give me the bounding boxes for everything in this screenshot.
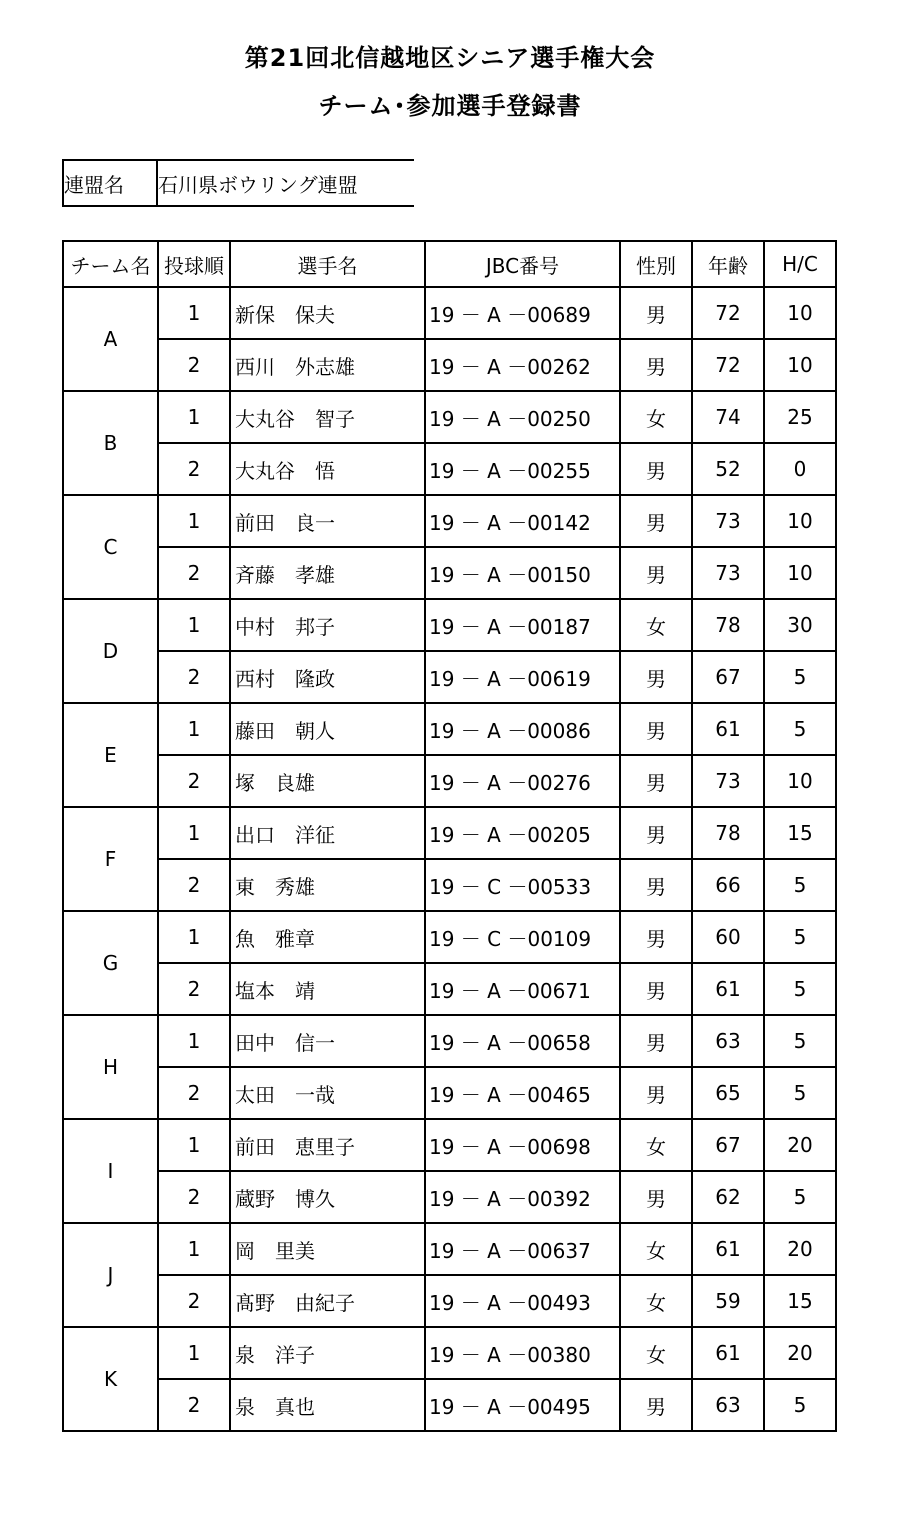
player-age: 72 (692, 339, 764, 391)
player-handicap: 20 (764, 1119, 836, 1171)
player-sex: 男 (620, 703, 692, 755)
document-title: 第21回北信越地区シニア選手権大会 (244, 44, 656, 72)
table-row (63, 1015, 836, 1067)
player-handicap: 10 (764, 287, 836, 339)
player-order: 1 (158, 1119, 230, 1171)
player-order: 1 (158, 599, 230, 651)
header-team: チーム名 (63, 241, 158, 287)
player-age: 67 (692, 1119, 764, 1171)
player-name: 藤田 朝人 (230, 703, 425, 755)
player-handicap: 5 (764, 703, 836, 755)
player-order: 2 (158, 963, 230, 1015)
federation-label: 連盟名 (63, 160, 157, 206)
player-handicap: 20 (764, 1327, 836, 1379)
player-name: 前田 良一 (230, 495, 425, 547)
player-sex: 男 (620, 755, 692, 807)
player-order: 2 (158, 859, 230, 911)
player-sex: 男 (620, 1015, 692, 1067)
table-row (63, 1119, 836, 1171)
player-name: 東 秀雄 (230, 859, 425, 911)
player-name: 泉 洋子 (230, 1327, 425, 1379)
player-sex: 女 (620, 599, 692, 651)
player-age: 73 (692, 495, 764, 547)
player-sex: 女 (620, 1223, 692, 1275)
player-age: 78 (692, 599, 764, 651)
player-handicap: 30 (764, 599, 836, 651)
player-order: 2 (158, 1275, 230, 1327)
player-name: 太田 一哉 (230, 1067, 425, 1119)
federation-row (63, 160, 414, 206)
player-handicap: 10 (764, 495, 836, 547)
player-sex: 男 (620, 287, 692, 339)
table-row (63, 599, 836, 651)
header-age: 年齢 (692, 241, 764, 287)
team-name: G (63, 911, 158, 1015)
player-sex: 男 (620, 339, 692, 391)
player-name: 髙野 由紀子 (230, 1275, 425, 1327)
player-jbc-number: 19 － A －00255 (425, 443, 620, 495)
federation-value: 石川県ボウリング連盟 (157, 160, 414, 206)
header-hc: H/C (764, 241, 836, 287)
player-jbc-number: 19 － A －00689 (425, 287, 620, 339)
player-order: 2 (158, 1171, 230, 1223)
player-handicap: 5 (764, 859, 836, 911)
player-sex: 女 (620, 391, 692, 443)
team-name: H (63, 1015, 158, 1119)
header-order: 投球順 (158, 241, 230, 287)
player-sex: 男 (620, 1067, 692, 1119)
player-name: 西川 外志雄 (230, 339, 425, 391)
player-jbc-number: 19 － A －00619 (425, 651, 620, 703)
player-sex: 女 (620, 1119, 692, 1171)
table-row (63, 443, 836, 495)
team-name: E (63, 703, 158, 807)
player-age: 61 (692, 963, 764, 1015)
player-jbc-number: 19 － A －00392 (425, 1171, 620, 1223)
player-sex: 女 (620, 1275, 692, 1327)
table-row (63, 495, 836, 547)
player-age: 61 (692, 703, 764, 755)
player-name: 大丸谷 智子 (230, 391, 425, 443)
header-name: 選手名 (230, 241, 425, 287)
table-row (63, 911, 836, 963)
player-name: 大丸谷 悟 (230, 443, 425, 495)
player-name: 西村 隆政 (230, 651, 425, 703)
player-handicap: 15 (764, 807, 836, 859)
team-name: C (63, 495, 158, 599)
player-age: 66 (692, 859, 764, 911)
player-jbc-number: 19 － A －00142 (425, 495, 620, 547)
player-order: 1 (158, 287, 230, 339)
player-jbc-number: 19 － A －00671 (425, 963, 620, 1015)
table-row (63, 651, 836, 703)
player-handicap: 10 (764, 755, 836, 807)
federation-table (62, 159, 414, 207)
player-jbc-number: 19 － A －00698 (425, 1119, 620, 1171)
player-name: 泉 真也 (230, 1379, 425, 1431)
player-age: 74 (692, 391, 764, 443)
player-age: 63 (692, 1015, 764, 1067)
player-order: 1 (158, 703, 230, 755)
player-name: 魚 雅章 (230, 911, 425, 963)
player-order: 1 (158, 1015, 230, 1067)
player-handicap: 5 (764, 651, 836, 703)
player-sex: 男 (620, 911, 692, 963)
player-age: 73 (692, 755, 764, 807)
player-name: 蔵野 博久 (230, 1171, 425, 1223)
team-name: D (63, 599, 158, 703)
table-row (63, 1171, 836, 1223)
player-name: 田中 信一 (230, 1015, 425, 1067)
player-name: 塚 良雄 (230, 755, 425, 807)
player-order: 2 (158, 339, 230, 391)
player-jbc-number: 19 － A －00250 (425, 391, 620, 443)
table-row (63, 1067, 836, 1119)
team-name: F (63, 807, 158, 911)
player-handicap: 5 (764, 1379, 836, 1431)
player-age: 73 (692, 547, 764, 599)
player-order: 2 (158, 651, 230, 703)
player-jbc-number: 19 － A －00658 (425, 1015, 620, 1067)
team-name: B (63, 391, 158, 495)
player-handicap: 10 (764, 339, 836, 391)
player-age: 59 (692, 1275, 764, 1327)
player-order: 1 (158, 911, 230, 963)
player-order: 1 (158, 1327, 230, 1379)
header-sex: 性別 (620, 241, 692, 287)
player-sex: 女 (620, 1327, 692, 1379)
table-row (63, 755, 836, 807)
player-age: 72 (692, 287, 764, 339)
table-row (63, 703, 836, 755)
player-sex: 男 (620, 547, 692, 599)
player-age: 63 (692, 1379, 764, 1431)
player-jbc-number: 19 － A －00086 (425, 703, 620, 755)
player-sex: 男 (620, 859, 692, 911)
player-age: 52 (692, 443, 764, 495)
player-order: 1 (158, 391, 230, 443)
player-handicap: 10 (764, 547, 836, 599)
player-jbc-number: 19 － A －00262 (425, 339, 620, 391)
header-jbc: JBC番号 (425, 241, 620, 287)
player-age: 78 (692, 807, 764, 859)
player-jbc-number: 19 － A －00276 (425, 755, 620, 807)
table-row (63, 339, 836, 391)
player-jbc-number: 19 － A －00150 (425, 547, 620, 599)
player-sex: 男 (620, 963, 692, 1015)
table-row (63, 1327, 836, 1379)
player-name: 中村 邦子 (230, 599, 425, 651)
player-jbc-number: 19 － A －00187 (425, 599, 620, 651)
player-age: 61 (692, 1327, 764, 1379)
player-order: 1 (158, 495, 230, 547)
player-handicap: 5 (764, 963, 836, 1015)
player-sex: 男 (620, 495, 692, 547)
player-jbc-number: 19 － C －00533 (425, 859, 620, 911)
player-handicap: 5 (764, 1015, 836, 1067)
player-order: 2 (158, 443, 230, 495)
player-order: 2 (158, 1067, 230, 1119)
player-jbc-number: 19 － C －00109 (425, 911, 620, 963)
player-name: 塩本 靖 (230, 963, 425, 1015)
table-row (63, 1275, 836, 1327)
player-sex: 男 (620, 1171, 692, 1223)
player-jbc-number: 19 － A －00465 (425, 1067, 620, 1119)
player-name: 新保 保夫 (230, 287, 425, 339)
document-subtitle: チーム･参加選手登録書 (318, 92, 582, 120)
table-row (63, 807, 836, 859)
player-handicap: 5 (764, 1171, 836, 1223)
player-jbc-number: 19 － A －00380 (425, 1327, 620, 1379)
player-name: 斉藤 孝雄 (230, 547, 425, 599)
table-row (63, 859, 836, 911)
team-name: J (63, 1223, 158, 1327)
player-order: 2 (158, 547, 230, 599)
registration-body (63, 287, 836, 1431)
table-row (63, 1223, 836, 1275)
table-row (63, 287, 836, 339)
player-order: 2 (158, 1379, 230, 1431)
player-jbc-number: 19 － A －00637 (425, 1223, 620, 1275)
player-handicap: 5 (764, 911, 836, 963)
player-handicap: 5 (764, 1067, 836, 1119)
table-row (63, 391, 836, 443)
player-handicap: 20 (764, 1223, 836, 1275)
player-order: 1 (158, 807, 230, 859)
team-name: A (63, 287, 158, 391)
player-handicap: 0 (764, 443, 836, 495)
player-order: 2 (158, 755, 230, 807)
player-order: 1 (158, 1223, 230, 1275)
header-row (63, 241, 836, 287)
player-age: 60 (692, 911, 764, 963)
player-sex: 男 (620, 807, 692, 859)
table-row (63, 963, 836, 1015)
player-jbc-number: 19 － A －00205 (425, 807, 620, 859)
player-name: 前田 恵里子 (230, 1119, 425, 1171)
table-row (63, 1379, 836, 1431)
player-age: 62 (692, 1171, 764, 1223)
player-handicap: 25 (764, 391, 836, 443)
player-handicap: 15 (764, 1275, 836, 1327)
player-jbc-number: 19 － A －00495 (425, 1379, 620, 1431)
table-row (63, 547, 836, 599)
team-name: K (63, 1327, 158, 1431)
player-name: 出口 洋征 (230, 807, 425, 859)
player-sex: 男 (620, 443, 692, 495)
player-age: 61 (692, 1223, 764, 1275)
player-sex: 男 (620, 1379, 692, 1431)
player-age: 65 (692, 1067, 764, 1119)
player-sex: 男 (620, 651, 692, 703)
player-age: 67 (692, 651, 764, 703)
registration-table (62, 240, 837, 1432)
team-name: I (63, 1119, 158, 1223)
player-jbc-number: 19 － A －00493 (425, 1275, 620, 1327)
player-name: 岡 里美 (230, 1223, 425, 1275)
